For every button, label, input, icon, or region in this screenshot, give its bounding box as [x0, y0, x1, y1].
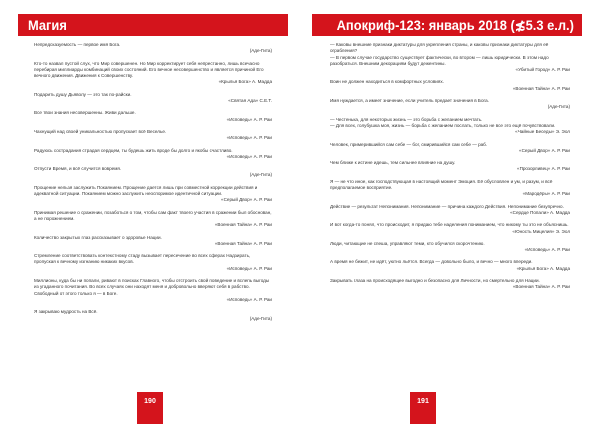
quote-source: (Аде-Гита): [249, 172, 272, 178]
quote-text: Миллионы, куда бы ни попали, ривают в поисках Главного, чтобы отстроить свой поведение и вслепь выгоды из угаданного почитания. Во всех случаях они находят меня и добровольно вверяют себя в рабство. Свободный от этого только я — в Боге.: [34, 278, 270, 296]
left-page-title: Магия: [28, 17, 67, 33]
quote-entry: [34, 110, 272, 123]
quote-entry: [34, 253, 272, 272]
quote-source: «Чайные Беседы» Э. Эол: [515, 129, 570, 135]
quote-text: Кто-то назвал пустой слух, что Мир совершенен. Но Мир корректирует себя непрестанно, лишь всечасно перебирая миллиарды комбинаций своих состояний. Его вечное несовершенство и является причиной Его вечного движения. Движения к Совершенству.: [34, 60, 264, 79]
quote-source: «Исповедь» А. Р. Раи: [226, 153, 272, 159]
quote-entry: [330, 42, 570, 73]
quote-text: Количество закрытых глаз рассказывает о здоровье Нации.: [34, 234, 162, 240]
quote-entry: [34, 61, 272, 86]
quote-entry: [330, 142, 570, 155]
quote-text: Непредсказуемость — первое имя Бога.: [34, 42, 121, 47]
quote-source: «Святая Ада» С.Е.Т.: [228, 98, 272, 104]
right-page-content: [330, 42, 570, 297]
quote-source: «Исповедь» А. Р. Раи: [226, 296, 272, 302]
quote-source: «Серый Двор» А. Р. Раи: [221, 197, 272, 203]
quote-text: — Честенька, для некоторых жизнь — это борьба с желанием мечтать.: [330, 116, 483, 122]
left-page-number-tab: [137, 392, 163, 424]
quote-text: Имя нуждается, а имеет значение, если учитель предает значения в Бога.: [330, 98, 489, 104]
quote-source: «Военная Тайна» А. Р. Раи: [214, 240, 272, 246]
quote-source: «Военная Тайна» А. Р. Раи: [512, 85, 570, 91]
quote-source: «Исповедь» А. Р. Раи: [226, 116, 272, 122]
quote-entry: [34, 235, 272, 248]
right-page-title: Апокриф-123: январь 2018 (≴5.3 е.л.): [336, 17, 574, 33]
quote-text: — Для всех, голубушка моя, жизнь — борьба с желанием послать, только не все это ещё почувствовали.: [330, 122, 556, 128]
quote-entry: [330, 98, 570, 111]
quote-text: А время не бежит, не идёт, уютно льётся. Всегда — довольно было, и вечно — много впереди.: [330, 259, 533, 265]
quote-source: «Серый Двор» А. Р. Раи: [519, 147, 570, 153]
right-page-number: 191: [417, 398, 429, 405]
quote-entry: [34, 148, 272, 161]
quote-text: Стремление соответствовать контекстному стаду вызывает пересечение во всех сферах Надзирать, пропуская к вечному изгнанию никаких вкусов.: [34, 253, 251, 265]
quote-source: «Военная Тайна» А. Р. Раи: [214, 222, 272, 228]
right-page-header: [312, 14, 582, 36]
quote-source: «Юность Мицелия» Э. Эол: [512, 228, 570, 234]
right-page: [300, 0, 600, 424]
quote-source: «Мародёры» А. Р. Раи: [522, 191, 570, 197]
quote-text: И вот когда-то понял, что происходит, я придаю тебе наделения пониманием, что никому ты это не объяснишь.: [330, 222, 569, 228]
quote-text: Отпусти Время, и всё случится вовремя.: [34, 166, 122, 172]
quote-source: (Аде-Гита): [249, 315, 272, 321]
quote-source: «Прозорливец» А. Р. Раи: [517, 166, 570, 172]
quote-source: «Крылья Бога» А. Мадда: [516, 265, 570, 271]
quote-text: Подарить душу Дьяволу — это так по-райски.: [34, 91, 132, 97]
quote-entry: [34, 210, 272, 229]
quote-entry: [330, 259, 570, 272]
quote-text: Закрывать глаза на происходящее выгодно и безопасно для Личности, но смертельно для Нации.: [330, 278, 540, 284]
quote-text: Я закрываю мудрость на Всё.: [34, 309, 98, 315]
quote-text: Я — не что иное, как господствующая в настоящий момент Эмоция. Её обусловлен и ум, и разум, и всё предполагаемое восприятие.: [330, 178, 553, 191]
right-page-number-tab: [410, 392, 436, 424]
quote-source: «Исповедь» А. Р. Раи: [524, 247, 570, 253]
quote-source: «Сердце Попали» А. Мадда: [510, 209, 570, 215]
quote-text: Все твои знания несовершенны. Живи дальше.: [34, 110, 136, 116]
quote-source: «Исповедь» А. Р. Раи: [226, 135, 272, 141]
quote-entry: [330, 79, 570, 92]
quote-entry: [34, 278, 272, 303]
quote-entry: [34, 92, 272, 105]
quote-entry: [34, 129, 272, 142]
quote-text: Воин не должен находиться в комфортных условиях.: [330, 79, 444, 85]
quote-entry: [34, 309, 272, 322]
quote-source: «Исповедь» А. Р. Раи: [226, 265, 272, 271]
quote-source: (Аде-Гита): [249, 48, 272, 54]
quote-entry: [330, 278, 570, 291]
quote-text: Чахнущий над своей уникальностью пропускает всё Веселье.: [34, 128, 167, 134]
quote-text: Действие — результат Непонимания. Непонимание — причина каждого Действия. Непонимание безупречно.: [330, 203, 564, 209]
quote-source: (Аде-Гита): [547, 104, 570, 110]
left-page-content: [34, 42, 272, 328]
quote-entry: [330, 204, 570, 217]
quote-text: Чем ближе к истине идешь, тем сильнее влияние на душу.: [330, 160, 456, 166]
quote-entry: [330, 117, 570, 136]
quote-text: Радуюсь сострадания страдая сердцем, ты будешь жить вроде бы долго и якобы счастливо.: [34, 147, 233, 153]
quote-entry: [330, 160, 570, 173]
left-page-number: 190: [144, 398, 156, 405]
quote-text: — Каковы внешние признаки диктатуры для укрепления страны, и каковы признаки диктатуры для её ограбления?: [330, 42, 549, 54]
quote-entry: [330, 222, 570, 235]
quote-text: Человек, примерившийся сам себе — бог, смирившийся сам себе — раб.: [330, 141, 488, 147]
quote-text: — В первом случае государство существует фактически, во втором — лишь юридически. В этом надо разобраться. Внешним декорациям будут дежентины.: [330, 54, 549, 66]
quote-text: Принимая решение о сражении, позаботься о том, чтобы сам факт твоего участия в сражении был обоснован, а не порожнением.: [34, 209, 272, 221]
quote-source: «Крылья Бога» А. Мадда: [218, 79, 272, 85]
quote-entry: [34, 185, 272, 204]
quote-entry: [330, 179, 570, 198]
quote-source: «Военная Тайна» А. Р. Раи: [512, 284, 570, 290]
left-page-header: [18, 14, 288, 36]
quote-source: «Убитый Город» А. Р. Раи: [515, 67, 570, 73]
quote-entry: [34, 166, 272, 179]
quote-text: Люди, читающие не спеша, управляют теми, кто обучился скорочтению.: [330, 240, 485, 246]
quote-entry: [34, 42, 272, 55]
quote-entry: [330, 241, 570, 254]
quote-text: Прощение нельзя заслужить Покаянием. Прощение дается лишь при совместной коррекции действия и адекватной ситуации. Покаянием можно заслужить неоспоримое идентичной ситуации.: [34, 184, 258, 197]
